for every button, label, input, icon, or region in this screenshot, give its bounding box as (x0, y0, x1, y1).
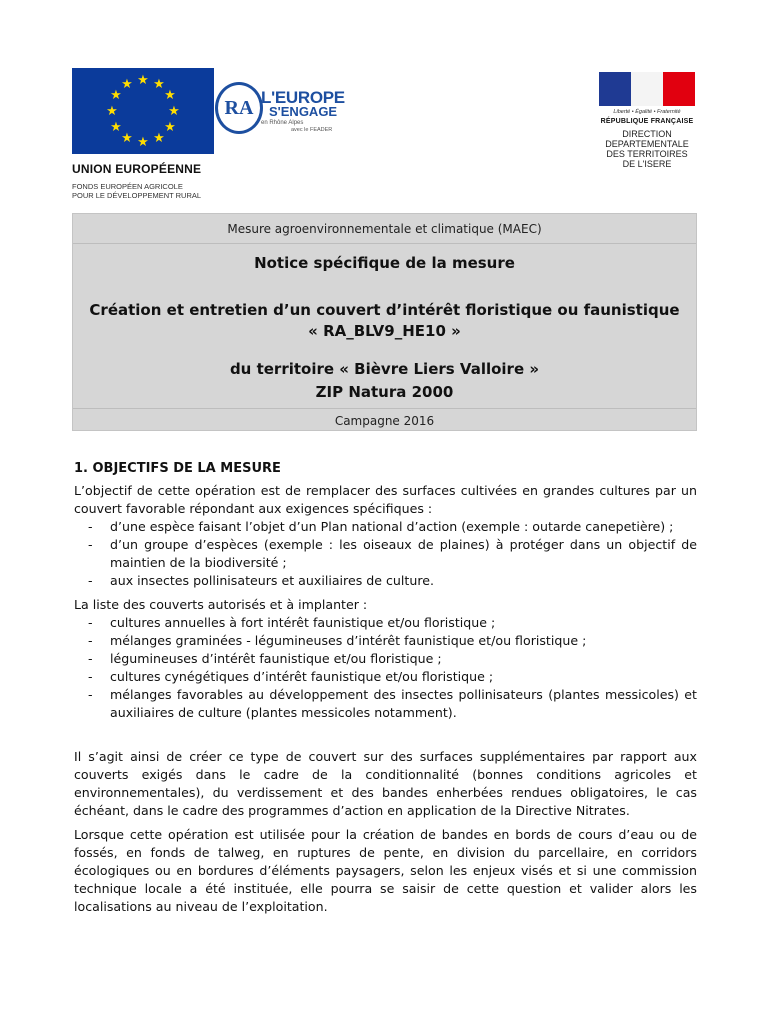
header-divider (73, 408, 696, 409)
europe-engage-line4: avec le FEADER (291, 127, 333, 133)
eu-subtitle-line2: POUR LE DÉVELOPPEMENT RURAL (72, 191, 202, 200)
rf-direction (597, 129, 697, 169)
measure-code: « RA_BLV9_HE10 » (308, 322, 461, 340)
list-item: - légumineuses d’intérêt faunistique et/ou floristique ; (88, 650, 697, 668)
list-item: - d’un groupe d’espèces (exemple : les oiseaux de plaines) à protéger dans un objectif de maintien de la biodiversité ; (88, 536, 697, 572)
eu-title: UNION EUROPÉENNE (72, 162, 202, 176)
list-item: - d’une espèce faisant l’objet d’un Plan national d’action (exemple : outarde canepetière) ; (88, 518, 697, 536)
list-item: - aux insectes pollinisateurs et auxiliaires de culture. (88, 572, 697, 590)
europe-engage-line1: L'EUROPE (261, 88, 345, 107)
svg-text:★: ★ (137, 134, 149, 149)
header-divider (73, 243, 696, 244)
measure-header-box (72, 213, 697, 431)
eu-subtitle-line1: FONDS EUROPÉEN AGRICOLE (72, 182, 183, 191)
measure-type: Mesure agroenvironnementale et climatique (MAEC) (227, 222, 542, 236)
paragraph-3: Lorsque cette opération est utilisée pour la création de bandes en bords de cours d’eau ou de fossés, en fonds de talweg, en ruptures de pente, en division du parcellaire, en corridors écologiques ou en bordures d’éléments paysagers, selon les enjeux visés et si une commission technique locale a été instituée, elle pourra se saisir de cette question et valider alors les localisations au niveau de l’exploitation. (74, 827, 697, 914)
svg-text:★: ★ (168, 103, 180, 118)
list-item: - cultures annuelles à fort intérêt faunistique et/ou floristique ; (88, 614, 697, 632)
list-item: - mélanges graminées - légumineuses d’intérêt faunistique et/ou floristique ; (88, 632, 697, 650)
svg-text:★: ★ (121, 130, 133, 145)
svg-text:★: ★ (137, 72, 149, 87)
covers-list (88, 614, 697, 722)
eu-logo-block (72, 68, 222, 200)
republique-francaise-logo (597, 72, 697, 169)
intro-paragraph: L’objectif de cette opération est de remplacer des surfaces cultivées en grandes cultures par un couvert favorable répondant aux exigences spécifiques : (74, 483, 697, 516)
zone: ZIP Natura 2000 (315, 383, 454, 401)
rf-direction-line3: DES TERRITOIRES (606, 149, 688, 159)
objectives-list (88, 518, 697, 590)
europe-engage-line3: en Rhône Alpes (261, 120, 304, 126)
svg-text:★: ★ (110, 119, 122, 134)
europe-engage-line2: S'ENGAGE (269, 104, 338, 119)
eu-flag-icon (72, 68, 214, 154)
french-flag-icon (599, 72, 695, 106)
list-item: - cultures cynégétiques d’intérêt faunistique et/ou floristique ; (88, 668, 697, 686)
measure-name: Création et entretien d’un couvert d’intérêt floristique ou faunistique (89, 301, 680, 319)
svg-text:★: ★ (106, 103, 118, 118)
document-body (74, 460, 697, 916)
svg-text:★: ★ (153, 76, 165, 91)
europe-engage-logo (215, 78, 365, 138)
svg-text:★: ★ (164, 119, 176, 134)
paragraph-2: Il s’agit ainsi de créer ce type de couvert sur des surfaces supplémentaires par rapport aux couverts exigés dans le cadre de la conditionnalité (bonnes conditions agricoles et environnementales), du verdissement et des bandes enherbées rendues obligatoires, le cas échéant, dans le cadre des programmes d’action en application de la Directive Nitrates. (74, 749, 697, 818)
europe-engage-mark: RA (215, 82, 263, 134)
rf-name: RÉPUBLIQUE FRANÇAISE (600, 118, 694, 125)
section-title: 1. OBJECTIFS DE LA MESURE (74, 461, 281, 476)
rf-direction-line1: DIRECTION (622, 129, 672, 139)
territory: du territoire « Bièvre Liers Valloire » (229, 360, 540, 378)
rf-motto: Liberté • Égalité • Fraternité (613, 109, 681, 115)
campaign: Campagne 2016 (334, 414, 435, 428)
svg-text:★: ★ (121, 76, 133, 91)
eu-subtitle (72, 182, 222, 200)
covers-intro: La liste des couverts autorisés et à implanter : (74, 597, 368, 612)
notice-title: Notice spécifique de la mesure (254, 254, 515, 272)
svg-text:★: ★ (153, 130, 165, 145)
svg-text:★: ★ (164, 87, 176, 102)
rf-direction-line2: DEPARTEMENTALE (605, 139, 689, 149)
svg-text:★: ★ (110, 87, 122, 102)
rf-direction-line4: DE L'ISERE (622, 159, 672, 169)
list-item: - mélanges favorables au développement des insectes pollinisateurs (plantes messicoles) et auxiliaires de culture (plantes messicoles notamment). (88, 686, 697, 722)
